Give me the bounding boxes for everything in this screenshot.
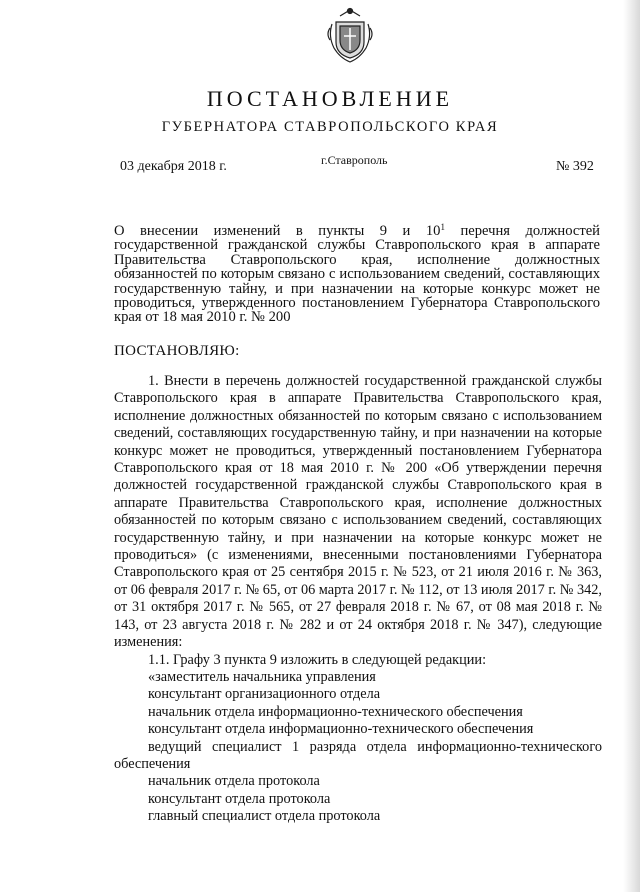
list-item: ведущий специалист 1 разряда отдела информационно-технического обеспечения <box>114 738 602 772</box>
list-item: консультант отдела протокола <box>148 790 331 807</box>
paragraph-1: 1. Внести в перечень должностей государственной гражданской службы Ставропольского края в аппарате Правительства Ставропольского края, исполнение должностных обязанностей по которым связано с использованием сведений, составляющих государственную тайну, и при назначении на которые конкурс может не проводиться, утвержденный постановлением Губернатора Ставропольского края от 18 мая 2010 г. № 200 «Об утверждении перечня должностей государственной гражданской службы Ставропольского края в аппарате Правительства Ставропольского края, исполнение должностных обязанностей по которым связано с использованием сведений, составляющих государственную тайну, и при назначении на которые конкурс может не проводиться» (с изменениями, внесенными постановлениями Губернатора Ставропольского края от 25 сентября 2015 г. № 523, от 21 июля 2016 г. № 363, от 06 февраля 2017 г. № 65, от 06 марта 2017 г. № 112, от 13 июля 2017 г. № 342, от 31 октября 2017 г. № 565, от 27 февраля 2018 г. № 67, от 08 мая 2018 г. № 143, от 23 августа 2018 г. № 282 и от 24 октября 2018 г. № 347), следующие изменения: <box>114 373 602 651</box>
resolve-heading: ПОСТАНОВЛЯЮ: <box>114 343 240 359</box>
document-number: № 392 <box>556 159 594 174</box>
subpoint-1-1: 1.1. Графу 3 пункта 9 изложить в следующей редакции: <box>148 651 487 668</box>
coat-of-arms-icon <box>326 6 374 64</box>
list-item: консультант отдела информационно-технического обеспечения <box>148 721 534 738</box>
page-edge-shadow <box>623 0 640 892</box>
issuer-title: ГУБЕРНАТОРА СТАВРОПОЛЬСКОГО КРАЯ <box>161 119 499 135</box>
subject-superscript: 1 <box>440 222 445 232</box>
document-type-title: ПОСТАНОВЛЕНИЕ <box>206 86 454 111</box>
list-item: главный специалист отдела протокола <box>148 808 381 825</box>
document-city: г.Ставрополь <box>321 153 388 167</box>
document-body <box>114 373 602 826</box>
list-item: начальник отдела протокола <box>148 773 320 790</box>
document-subject <box>114 224 600 325</box>
list-item: консультант организационного отдела <box>148 686 381 703</box>
document-date: 03 декабря 2018 г. <box>120 159 227 174</box>
subject-text-part2: перечня должностей государственной гражданской службы Ставропольского края в аппарате Правительства Ставропольского края, исполнение должностных обязанностей по которым связано с использованием сведений, составляющих государственную тайну, и при назначении на которые конкурс может не проводиться, утвержденного постановлением Губернатора Ставропольского края от 18 мая 2010 г. № 200 <box>114 223 600 326</box>
list-item: «заместитель начальника управления <box>148 668 376 685</box>
subject-text-part1: О внесении изменений в пункты 9 и 10 <box>114 223 441 239</box>
list-item: начальник отдела информационно-технического обеспечения <box>148 703 523 720</box>
